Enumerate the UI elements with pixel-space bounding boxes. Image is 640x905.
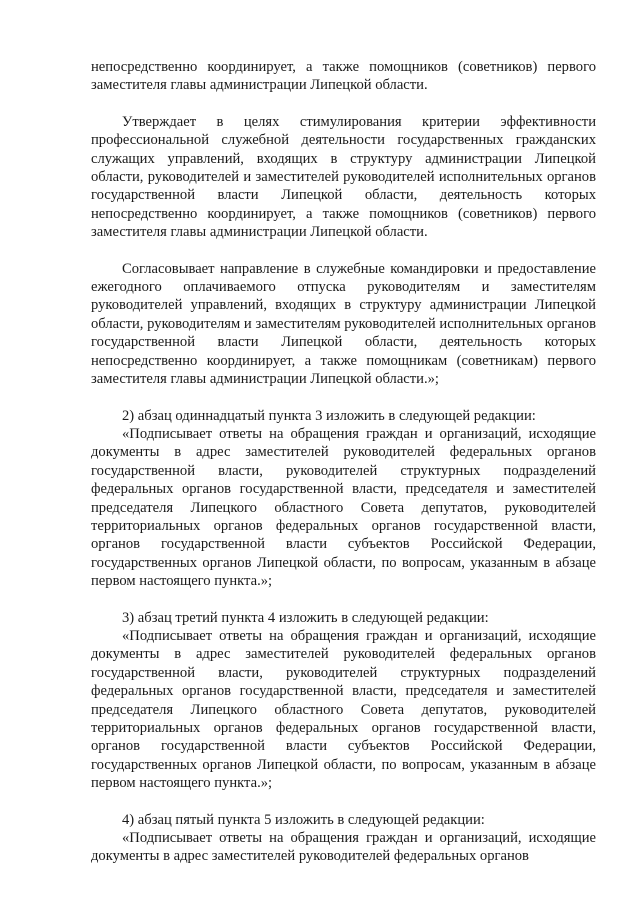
amendment-text-2: «Подписывает ответы на обращения граждан и организаций, исходящие документы в адрес заместителей руководителей федеральных органов государственной власти, руководителей структурных подразделений федеральных органов государственной власти, председателя и заместителей председателя Липецкого областного Совета депутатов, руководителей территориальных органов федеральных органов государственной власти, органов государственной власти субъектов Российской Федерации, государственных органов Липецкой области, по вопросам, указанным в абзаце первом настоящего пункта.»; <box>91 425 596 590</box>
amendment-text-3: «Подписывает ответы на обращения граждан и организаций, исходящие документы в адрес заместителей руководителей федеральных органов государственной власти, руководителей структурных подразделений федеральных органов государственной власти, председателя и заместителей председателя Липецкого областного Совета депутатов, руководителей территориальных органов федеральных органов государственной власти, органов государственной власти субъектов Российской Федерации, государственных органов Липецкой области, по вопросам, указанным в абзаце первом настоящего пункта.»; <box>91 627 596 792</box>
amendment-text-4: «Подписывает ответы на обращения граждан и организаций, исходящие документы в адрес заместителей руководителей федеральных органов <box>91 830 596 865</box>
amendment-heading-4: 4) абзац пятый пункта 5 изложить в следующей редакции: <box>122 811 485 828</box>
amendment-heading-2: 2) абзац одиннадцатый пункта 3 изложить в следующей редакции: <box>122 407 536 424</box>
amendment-heading-3: 3) абзац третий пункта 4 изложить в следующей редакции: <box>122 609 489 626</box>
paragraph-continuation: непосредственно координирует, а также помощников (советников) первого заместителя главы администрации Липецкой области. <box>91 59 596 94</box>
paragraph-approves-criteria: Утверждает в целях стимулирования критерии эффективности профессиональной служебной деятельности государственных гражданских служащих управлений, входящих в структуру администрации Липецкой области, руководителей и заместителей руководителей исполнительных органов государственной власти Липецкой области, деятельность которых непосредственно координирует, а также помощников (советников) первого заместителя главы администрации Липецкой области. <box>91 113 596 241</box>
paragraph-approves-trips: Согласовывает направление в служебные командировки и предоставление ежегодного оплачиваемого отпуска руководителям и заместителям руководителей управлений, входящих в структуру администрации Липецкой области, руководителям и заместителям руководителей исполнительных органов государственной власти Липецкой области, деятельность которых непосредственно координирует, а также помощникам (советникам) первого заместителя главы администрации Липецкой области.»; <box>91 260 596 388</box>
document-page <box>91 58 596 866</box>
